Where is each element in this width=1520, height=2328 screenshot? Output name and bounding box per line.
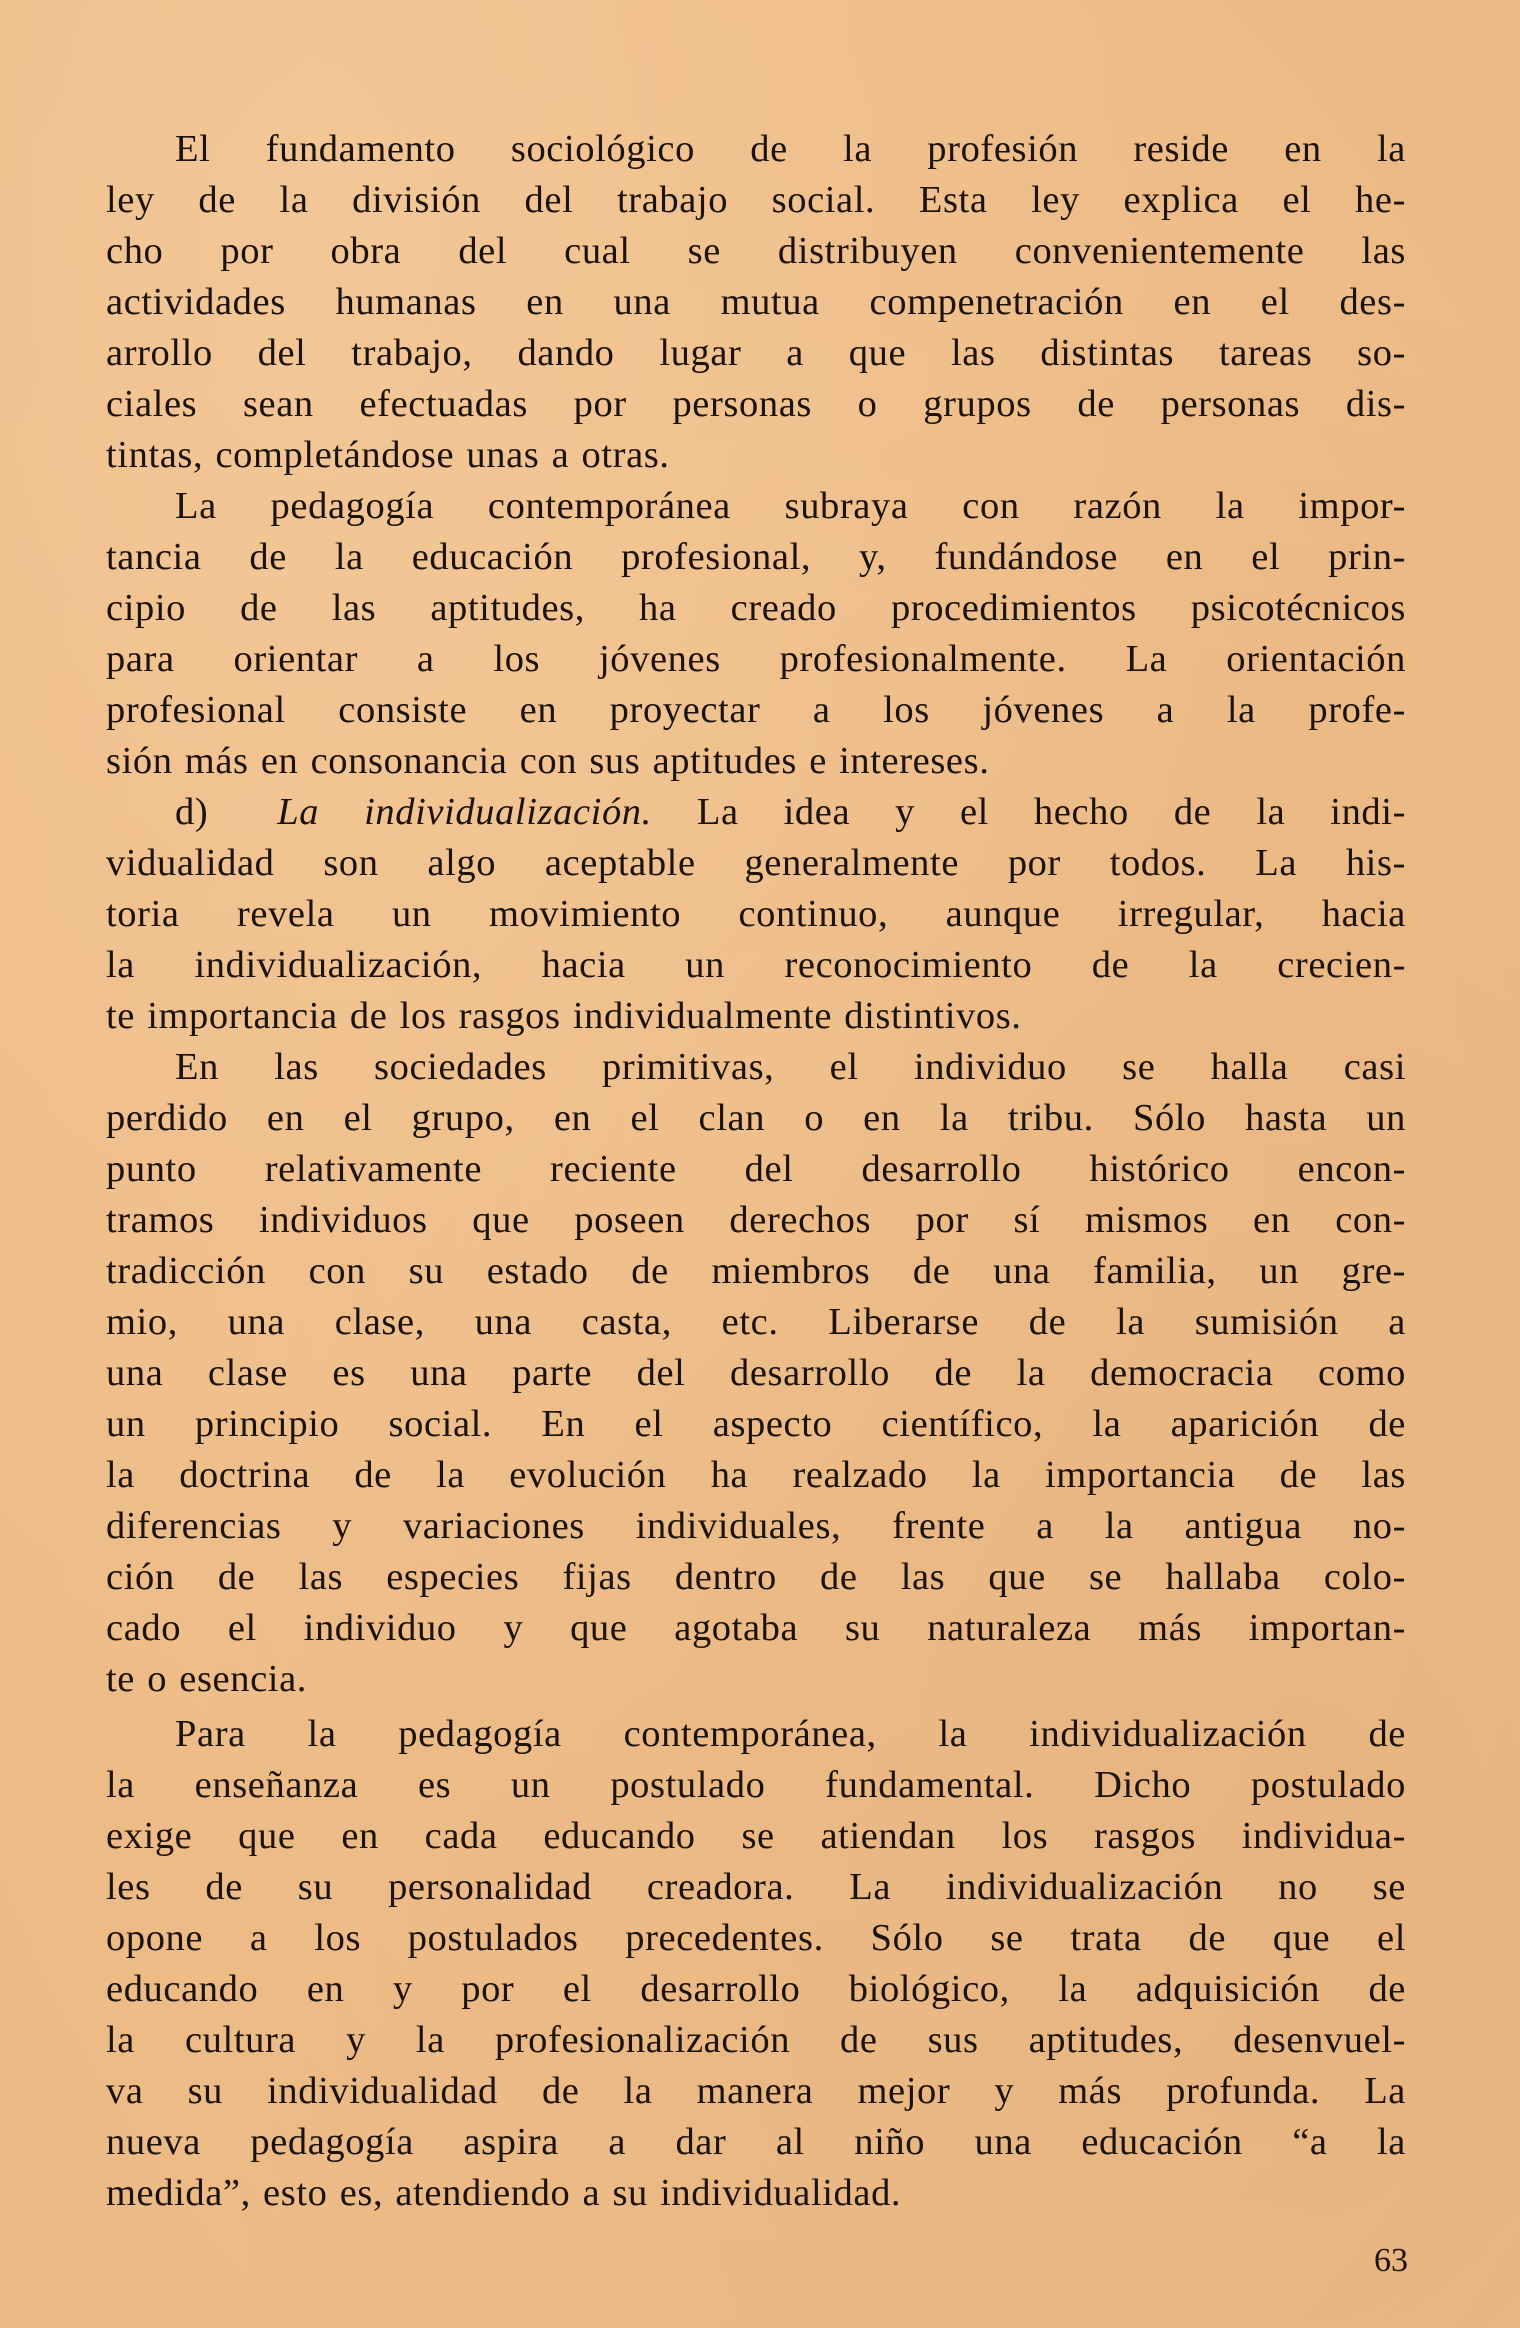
text-line: una clase es una parte del desarrollo de la democracia como bbox=[106, 1352, 1406, 1394]
text-fragment: La idea y el hecho de la indi- bbox=[696, 791, 1406, 833]
text-line: perdido en el grupo, en el clan o en la tribu. Sólo hasta un bbox=[106, 1097, 1406, 1139]
section-marker: d) bbox=[175, 791, 209, 833]
paragraph-professional-orientation bbox=[106, 481, 1406, 787]
text-line: tintas, completándose unas a otras. bbox=[106, 434, 670, 476]
section-individualization bbox=[106, 787, 1406, 1042]
text-line: En las sociedades primitivas, el individuo se halla casi bbox=[175, 1046, 1406, 1088]
text-line: la doctrina de la evolución ha realzado la importancia de las bbox=[106, 1454, 1406, 1496]
text-line: opone a los postulados precedentes. Sólo se trata de que el bbox=[106, 1917, 1406, 1959]
text-line: ciales sean efectuadas por personas o grupos de personas dis- bbox=[106, 383, 1406, 425]
text-line: ley de la división del trabajo social. Esta ley explica el he- bbox=[106, 179, 1406, 221]
text-line: arrollo del trabajo, dando lugar a que las distintas tareas so- bbox=[106, 332, 1406, 374]
text-line: cho por obra del cual se distribuyen convenientemente las bbox=[106, 230, 1406, 272]
text-line: para orientar a los jóvenes profesionalmente. La orientación bbox=[106, 638, 1406, 680]
page-number: 63 bbox=[1374, 2242, 1408, 2279]
text-line: nueva pedagogía aspira a dar al niño una educación “a la bbox=[106, 2121, 1406, 2163]
text-line: Para la pedagogía contemporánea, la individualización de bbox=[175, 1713, 1406, 1755]
text-line: la enseñanza es un postulado fundamental. Dicho postulado bbox=[106, 1764, 1406, 1806]
text-line: la cultura y la profesionalización de sus aptitudes, desenvuel- bbox=[106, 2019, 1406, 2061]
text-line: un principio social. En el aspecto científico, la aparición de bbox=[106, 1403, 1406, 1445]
text-line: tradicción con su estado de miembros de una familia, un gre- bbox=[106, 1250, 1406, 1292]
text-line: ción de las especies fijas dentro de las que se hallaba colo- bbox=[106, 1556, 1406, 1598]
text-line: toria revela un movimiento continuo, aunque irregular, hacia bbox=[106, 893, 1406, 935]
text-line: tancia de la educación profesional, y, fundándose en el prin- bbox=[106, 536, 1406, 578]
text-line: profesional consiste en proyectar a los jóvenes a la profe- bbox=[106, 689, 1406, 731]
text-line: cipio de las aptitudes, ha creado procedimientos psicotécnicos bbox=[106, 587, 1406, 629]
text-line: cado el individuo y que agotaba su naturaleza más importan- bbox=[106, 1607, 1406, 1649]
text-line: tramos individuos que poseen derechos por sí mismos en con- bbox=[106, 1199, 1406, 1241]
text-line: les de su personalidad creadora. La individualización no se bbox=[106, 1866, 1406, 1908]
text-line: actividades humanas en una mutua compenetración en el des- bbox=[106, 281, 1406, 323]
section-heading-line bbox=[106, 787, 1406, 838]
text-line: punto relativamente reciente del desarrollo histórico encon- bbox=[106, 1148, 1406, 1190]
text-line: te o esencia. bbox=[106, 1658, 307, 1700]
text-line: mio, una clase, una casta, etc. Liberarse de la sumisión a bbox=[106, 1301, 1406, 1343]
text-line: sión más en consonancia con sus aptitudes e intereses. bbox=[106, 740, 990, 782]
text-line: La pedagogía contemporánea subraya con razón la impor- bbox=[175, 485, 1406, 527]
paragraph-primitive-societies bbox=[106, 1042, 1406, 1705]
text-line: medida”, esto es, atendiendo a su individualidad. bbox=[106, 2172, 902, 2214]
text-line: exige que en cada educando se atiendan los rasgos individua- bbox=[106, 1815, 1406, 1857]
paragraph-contemporary-pedagogy bbox=[106, 1709, 1406, 2219]
text-line: diferencias y variaciones individuales, frente a la antigua no- bbox=[106, 1505, 1406, 1547]
section-heading: La individualización. bbox=[277, 791, 652, 833]
text-line: El fundamento sociológico de la profesión reside en la bbox=[175, 128, 1406, 170]
text-line: te importancia de los rasgos individualmente distintivos. bbox=[106, 995, 1022, 1037]
paragraph-professional-foundation bbox=[106, 124, 1406, 481]
text-line: educando en y por el desarrollo biológico, la adquisición de bbox=[106, 1968, 1406, 2010]
text-line: la individualización, hacia un reconocimiento de la crecien- bbox=[106, 944, 1406, 986]
body-text bbox=[106, 124, 1406, 2219]
text-line: vidualidad son algo aceptable generalmente por todos. La his- bbox=[106, 842, 1406, 884]
text-line: va su individualidad de la manera mejor y más profunda. La bbox=[106, 2070, 1406, 2112]
